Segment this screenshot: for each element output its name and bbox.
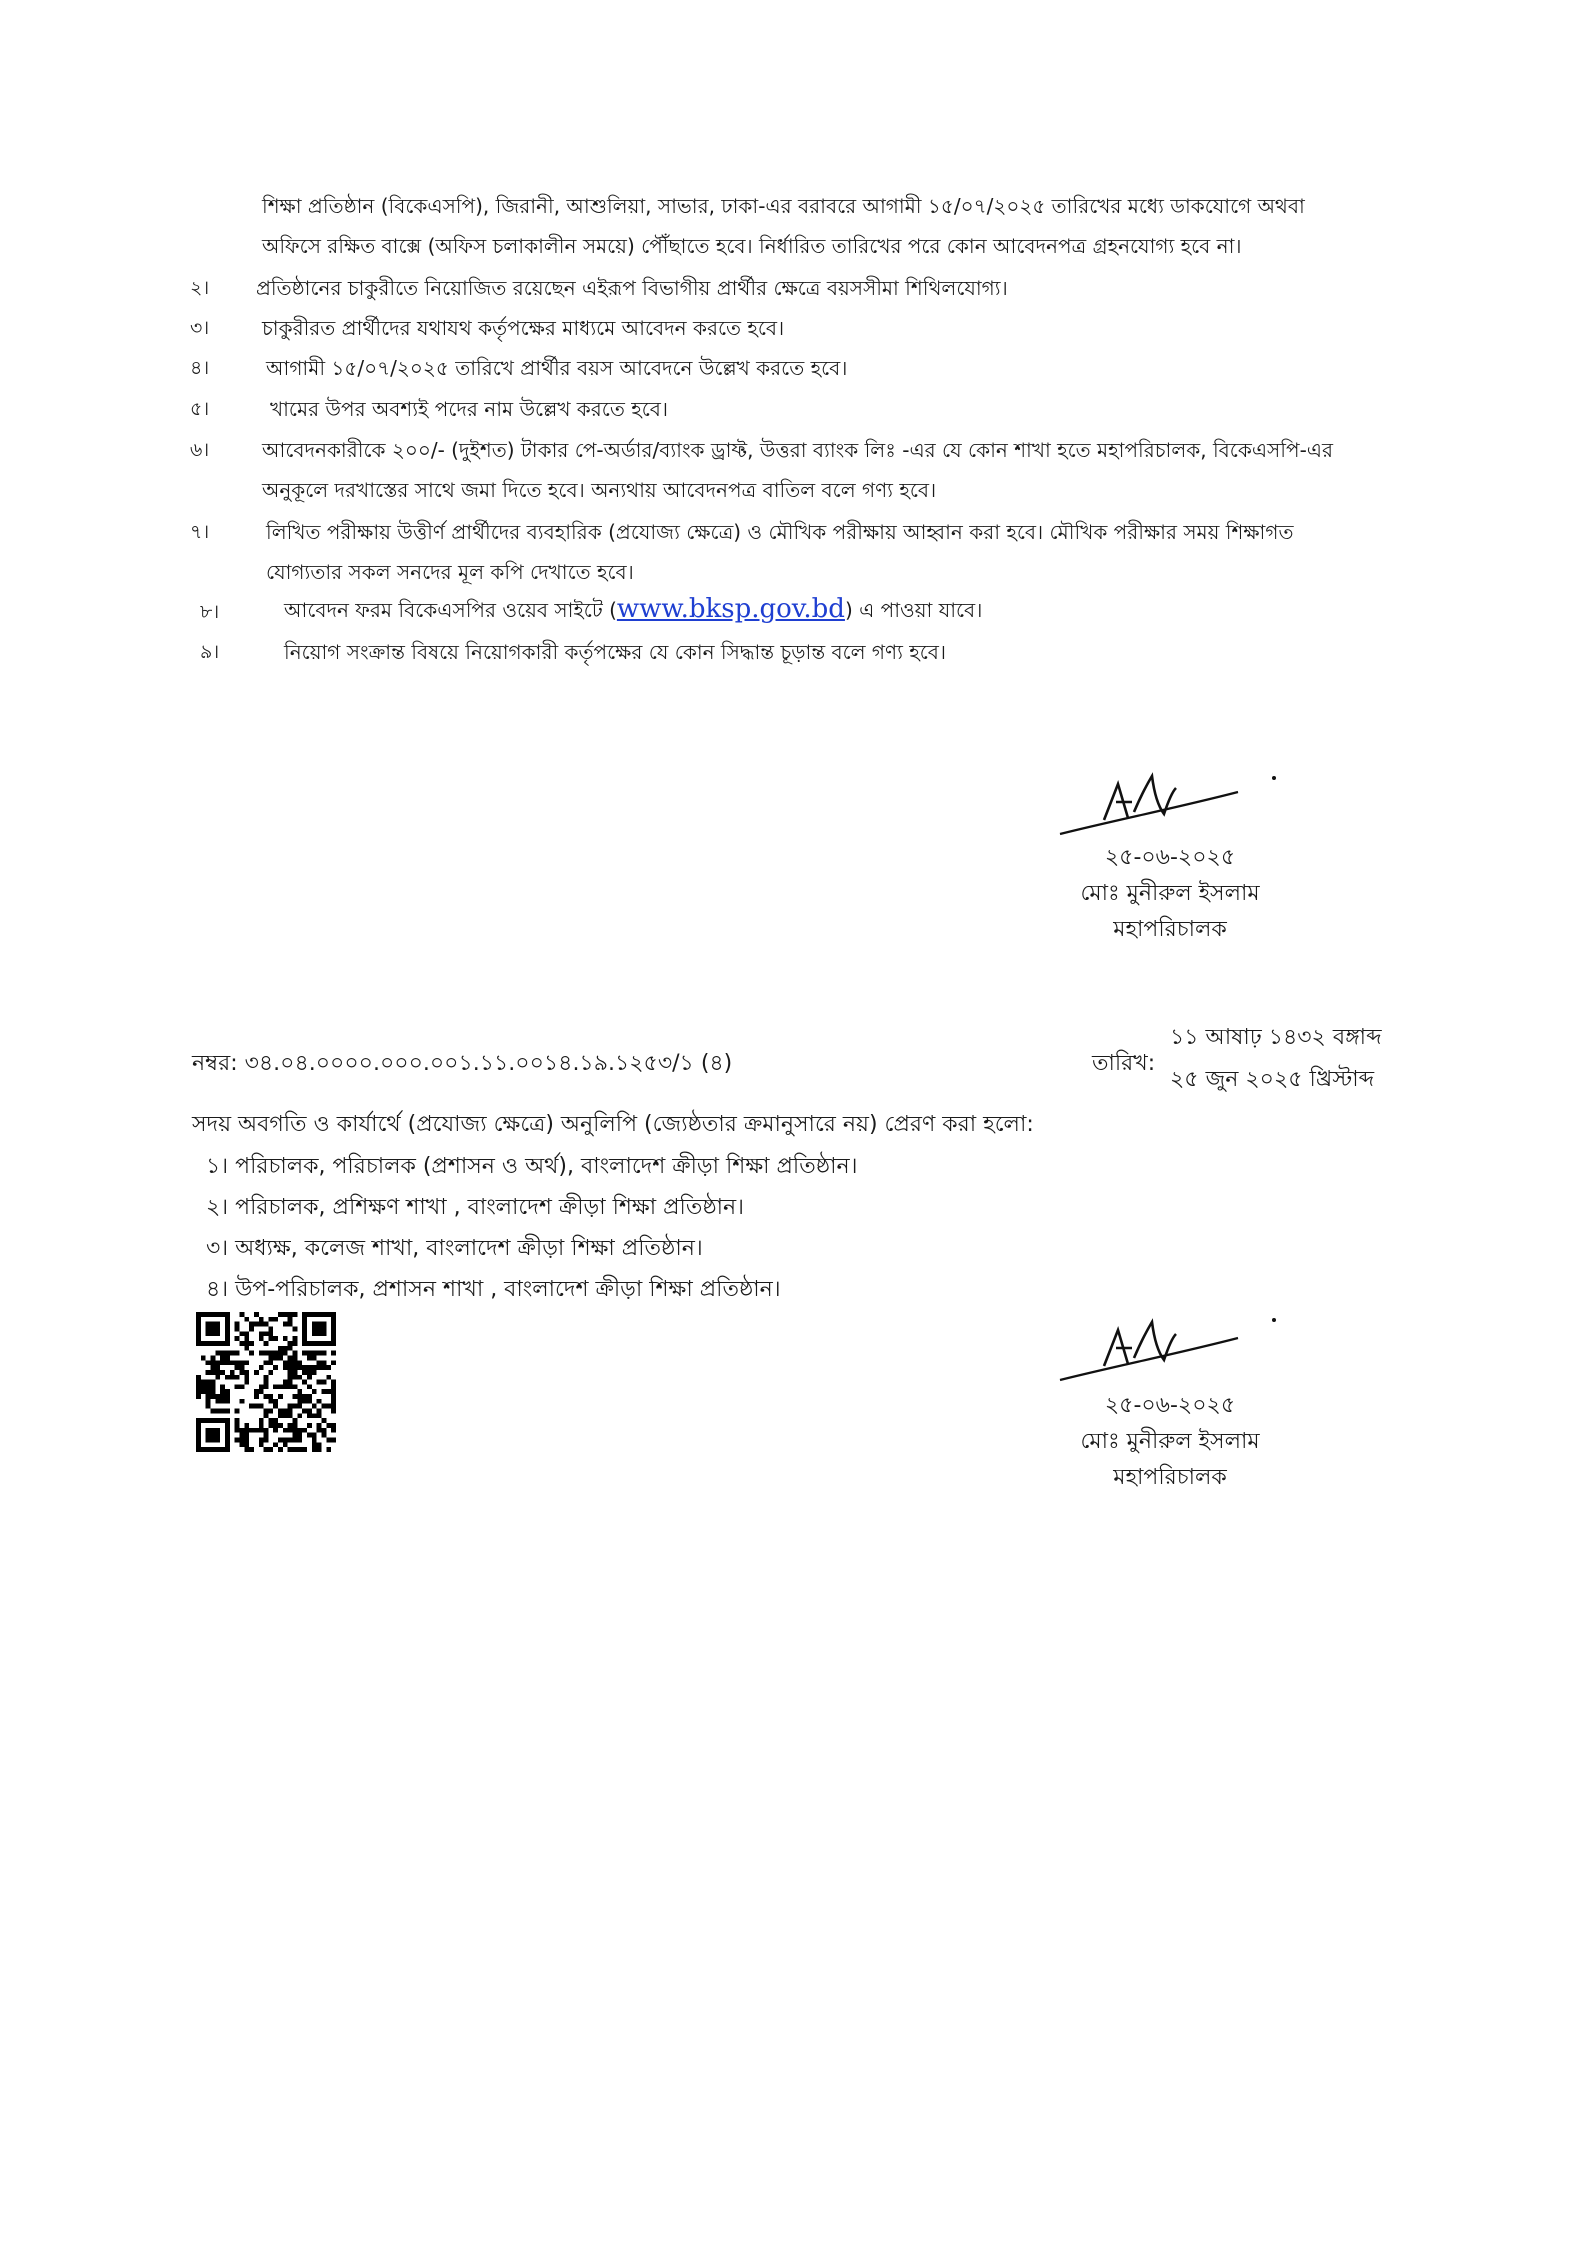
- item-number: ৭।: [190, 521, 210, 543]
- memo-number: নম্বর: ৩৪.০৪.০০০০.০০০.০০১.১১.০০১৪.১৯.১২৫৩/১ (৪): [192, 1051, 733, 1076]
- signature-date: ২৫-০৬-২০২৫: [1104, 845, 1236, 870]
- copy-recipient: ১। পরিচালক, পরিচালক (প্রশাসন ও অর্থ), বাংলাদেশ ক্রীড়া শিক্ষা প্রতিষ্ঠান।: [206, 1154, 858, 1179]
- item-number: ৮।: [200, 601, 220, 623]
- item-text: [262, 430, 1394, 510]
- signatory-name: মোঃ মুনীরুল ইসলাম: [1080, 881, 1260, 906]
- qr-code-icon: [196, 1312, 336, 1452]
- signatory-name: মোঃ মুনীরুল ইসলাম: [1080, 1429, 1260, 1454]
- item-text: প্রতিষ্ঠানের চাকুরীতে নিয়োজিত রয়েছেন এইরূপ বিভাগীয় প্রার্থীর ক্ষেত্রে বয়সসীমা শিথিলযোগ্য।: [256, 276, 1008, 300]
- item-text-post: ) এ পাওয়া যাবে।: [844, 598, 983, 622]
- website-link[interactable]: www.bksp.gov.bd: [616, 594, 845, 624]
- signatory-title: মহাপরিচালক: [1113, 1465, 1227, 1490]
- intro-paragraph: [262, 186, 1394, 266]
- copy-recipient: ৩। অধ্যক্ষ, কলেজ শাখা, বাংলাদেশ ক্রীড়া শিক্ষা প্রতিষ্ঠান।: [206, 1236, 703, 1261]
- signature-date: ২৫-০৬-২০২৫: [1104, 1393, 1236, 1418]
- item-text-line-1: আবেদনকারীকে ২০০/- (দুইশত) টাকার পে-অর্ডার/ব্যাংক ড্রাফ্ট, উত্তরা ব্যাংক লিঃ -এর যে কোন শাখা হতে মহাপরিচালক, বিকেএসপি-এর: [262, 438, 1333, 462]
- memo-date-bangla: ১১ আষাঢ় ১৪৩২ বঙ্গাব্দ: [1170, 1025, 1382, 1050]
- item-number: ৩।: [190, 317, 210, 339]
- item-text-line-2: অনুকূলে দরখাস্তের সাথে জমা দিতে হবে। অন্যথায় আবেদনপত্র বাতিল বলে গণ্য হবে।: [262, 478, 937, 502]
- item-number: ২।: [190, 277, 210, 299]
- signatory-title: মহাপরিচালক: [1113, 917, 1227, 942]
- signature-block: [1040, 1388, 1300, 1496]
- item-text: চাকুরীরত প্রার্থীদের যথাযথ কর্তৃপক্ষের মাধ্যমে আবেদন করতে হবে।: [262, 316, 785, 340]
- memo-date-label: তারিখ:: [1092, 1051, 1156, 1076]
- item-text-pre: আবেদন ফরম বিকেএসপির ওয়েব সাইটে (: [284, 598, 617, 622]
- memo-date-gregorian: ২৫ জুন ২০২৫ খ্রিস্টাব্দ: [1170, 1067, 1375, 1092]
- item-text: আগামী ১৫/০৭/২০২৫ তারিখে প্রার্থীর বয়স আবেদনে উল্লেখ করতে হবে।: [266, 356, 848, 380]
- item-text: [266, 512, 1394, 592]
- handwritten-signature: [1056, 1308, 1286, 1388]
- item-text: খামের উপর অবশ্যই পদের নাম উল্লেখ করতে হবে।: [270, 397, 669, 421]
- copy-recipient: ৪। উপ-পরিচালক, প্রশাসন শাখা , বাংলাদেশ ক্রীড়া শিক্ষা প্রতিষ্ঠান।: [206, 1277, 781, 1302]
- intro-line-2: অফিসে রক্ষিত বাক্সে (অফিস চলাকালীন সময়ে) পৌঁছাতে হবে। নির্ধারিত তারিখের পরে কোন আবেদনপত্র গ্রহনযোগ্য হবে না।: [262, 234, 1242, 258]
- item-number: ৯।: [200, 641, 220, 663]
- intro-line-1: শিক্ষা প্রতিষ্ঠান (বিকেএসপি), জিরানী, আশুলিয়া, সাভার, ঢাকা-এর বরাবরে আগামী ১৫/০৭/২০২৫ তারিখের মধ্যে ডাকযোগে অথবা: [262, 194, 1305, 218]
- item-number: ৪।: [190, 357, 210, 379]
- item-text: নিয়োগ সংক্রান্ত বিষয়ে নিয়োগকারী কর্তৃপক্ষের যে কোন সিদ্ধান্ত চূড়ান্ত বলে গণ্য হবে।: [284, 640, 947, 664]
- signature-block: [1040, 840, 1300, 948]
- item-text: [284, 595, 982, 624]
- handwritten-signature: [1056, 762, 1286, 842]
- item-text-line-2: যোগ্যতার সকল সনদের মূল কপি দেখাতে হবে।: [266, 560, 634, 584]
- item-number: ৫।: [190, 398, 210, 420]
- item-number: ৬।: [190, 439, 210, 461]
- item-text-line-1: লিখিত পরীক্ষায় উত্তীর্ণ প্রার্থীদের ব্যবহারিক (প্রযোজ্য ক্ষেত্রে) ও মৌখিক পরীক্ষায় আহ্বান করা হবে। মৌখিক পরীক্ষার সময় শিক্ষাগত: [266, 520, 1294, 544]
- copy-heading: সদয় অবগতি ও কার্যার্থে (প্রযোজ্য ক্ষেত্রে) অনুলিপি (জ্যেষ্ঠতার ক্রমানুসারে নয়) প্রেরণ করা হলো:: [192, 1112, 1034, 1137]
- copy-recipient: ২। পরিচালক, প্রশিক্ষণ শাখা , বাংলাদেশ ক্রীড়া শিক্ষা প্রতিষ্ঠান।: [206, 1195, 745, 1220]
